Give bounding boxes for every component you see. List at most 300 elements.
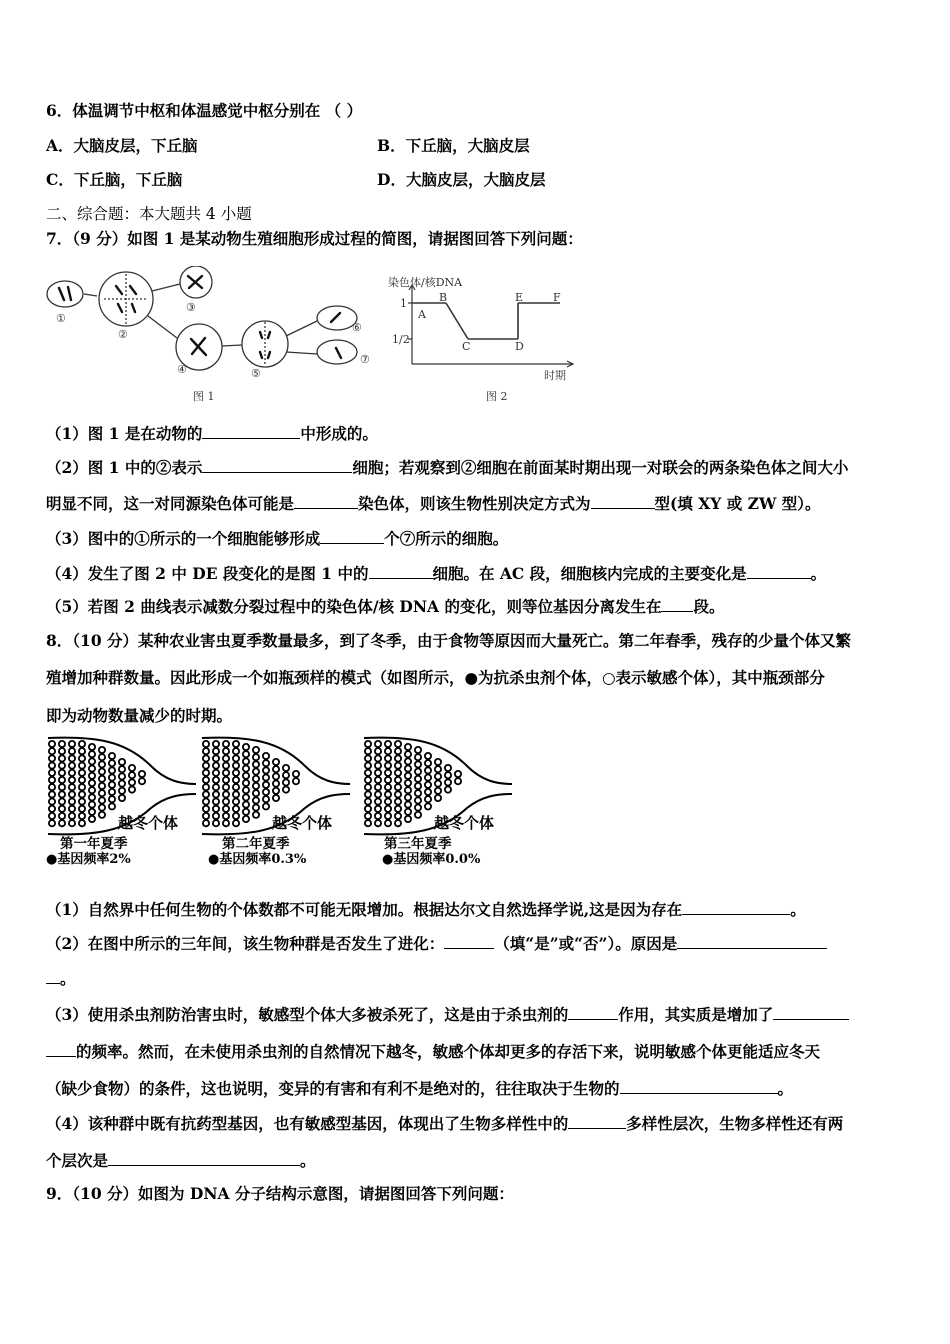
individual-dot [79,770,85,776]
individual-dot [203,806,209,812]
individual-dot [89,780,95,786]
individual-dot [415,761,421,767]
individual-dot [203,784,209,790]
individual-dot [435,781,441,787]
answer-blank[interactable] [568,1004,618,1020]
individual-dot [79,748,85,754]
individual-dot [49,741,55,747]
q8-sub3-line2: 的频率。然而，在未使用杀虫剂的自然情况下越冬，敏感个体却更多的存活下来，说明敏感个体更能适应冬天 [46,1041,820,1062]
q7-figure-1 [44,266,374,406]
individual-dot [395,755,401,761]
individual-dot [395,763,401,769]
individual-dot [59,791,65,797]
individual-dot [415,805,421,811]
freq-label: ●基因频率2% [46,852,131,867]
individual-dot [129,787,135,793]
individual-dot [435,759,441,765]
individual-dot [405,758,411,764]
individual-dot [203,791,209,797]
bottleneck-figure [362,736,512,836]
q7-stem: 7．（9 分）如图 1 是某动物生殖细胞形成过程的简图，请据图回答下列问题： [46,229,583,248]
individual-dot [425,760,431,766]
individual-dot [273,781,279,787]
individual-dot [213,770,219,776]
individual-dot [213,748,219,754]
individual-dot [375,748,381,754]
individual-dot [89,758,95,764]
individual-dot [385,813,391,819]
individual-dot [129,779,135,785]
individual-dot [365,806,371,812]
individual-dot [243,780,249,786]
fig2-point-e: E [515,291,524,304]
individual-dot [395,777,401,783]
individual-dot [79,777,85,783]
individual-dot [79,755,85,761]
individual-dot [263,782,269,788]
q6-option-c: C．下丘脑，下丘脑 [46,170,183,189]
individual-dot [395,820,401,826]
individual-dot [385,777,391,783]
individual-dot [119,781,125,787]
individual-dot [223,784,229,790]
individual-dot [365,784,371,790]
individual-dot [375,763,381,769]
answer-blank[interactable] [46,968,60,984]
individual-dot [243,794,249,800]
q7-sub5: （5）若图 2 曲线表示减数分裂过程中的染色体/核 DNA 的变化，则等位基因分离发生在 段。 [46,597,725,616]
individual-dot [283,787,289,793]
fig2-xlabel: 时期 [544,369,566,382]
individual-dot [139,771,145,777]
individual-dot [243,766,249,772]
individual-dot [49,748,55,754]
individual-dot [415,797,421,803]
individual-dot [375,741,381,747]
individual-dot [273,788,279,794]
individual-dot [79,741,85,747]
individual-dot [223,770,229,776]
individual-dot [365,791,371,797]
individual-dot [213,755,219,761]
individual-dot [49,784,55,790]
individual-dot [109,796,115,802]
answer-blank[interactable] [294,493,358,509]
winter-label: 越冬个体 [118,814,179,832]
individual-dot [385,770,391,776]
individual-dot [213,806,219,812]
q8-sub1: （1）自然界中任何生物的个体数都不可能无限增加。根据达尔文自然选择学说,这是因为存在 。 [46,900,806,919]
fig1-label-6: ⑥ [352,321,362,334]
individual-dot [415,754,421,760]
individual-dot [395,784,401,790]
individual-dot [253,812,259,818]
fig1-label-5: ⑤ [251,367,261,380]
individual-dot [273,766,279,772]
individual-dot [69,784,75,790]
individual-dot [223,806,229,812]
individual-dot [223,763,229,769]
individual-dot [365,763,371,769]
q8-stem-line1: 8．（10 分）某种农业害虫夏季数量最多，到了冬季，由于食物等原因而大量死亡。第二年春季，残存的少量个体又繁 [46,631,852,650]
individual-dot [223,820,229,826]
individual-dot [99,769,105,775]
individual-dot [405,780,411,786]
fig2-point-f: F [553,291,561,304]
individual-dot [79,784,85,790]
individual-dot [223,791,229,797]
individual-dot [283,772,289,778]
individual-dot [49,777,55,783]
individual-dot [375,806,381,812]
individual-dot [445,779,451,785]
individual-dot [109,782,115,788]
individual-dot [263,803,269,809]
fig2-point-c: C [462,340,471,353]
individual-dot [109,789,115,795]
individual-dot [69,813,75,819]
q8-sub3-line1: （3）使用杀虫剂防治害虫时，敏感型个体大多被杀死了，这是由于杀虫剂的 作用，其实质是增加了 [46,1004,849,1025]
fig1-label-3: ③ [186,301,196,314]
individual-dot [79,799,85,805]
bottleneck-panel-1 [46,736,196,868]
individual-dot [405,773,411,779]
individual-dot [425,796,431,802]
individual-dot [233,777,239,783]
individual-dot [89,744,95,750]
individual-dot [69,748,75,754]
individual-dot [293,778,299,784]
q6-option-b: B．下丘脑，大脑皮层 [377,136,530,155]
individual-dot [59,799,65,805]
individual-dot [455,778,461,784]
answer-blank[interactable] [320,528,384,544]
individual-dot [69,820,75,826]
individual-dot [223,748,229,754]
individual-dot [375,770,381,776]
individual-dot [213,799,219,805]
individual-dot [385,784,391,790]
individual-dot [49,813,55,819]
fig1-label-1: ① [56,312,66,325]
q8-sub4-line1: （4）该种群中既有抗药型基因，也有敏感型基因，体现出了生物多样性中的 多样性层次，生物多样性还有两 [46,1114,844,1133]
individual-dot [375,784,381,790]
q7-sub4: （4）发生了图 2 中 DE 段变化的是图 1 中的 细胞。在 AC 段，细胞核内完成的主要变化是 。 [46,564,827,583]
individual-dot [243,816,249,822]
individual-dot [425,775,431,781]
q6-option-d: D．大脑皮层，大脑皮层 [377,170,546,189]
individual-dot [405,751,411,757]
individual-dot [243,787,249,793]
individual-dot [243,744,249,750]
fig2-ytick-1: 1 [400,297,407,310]
fig2-ytick-half: 1/2 [392,333,410,346]
individual-dot [99,805,105,811]
individual-dot [253,769,259,775]
individual-dot [233,791,239,797]
individual-dot [365,770,371,776]
individual-dot [203,741,209,747]
bottleneck-figure [200,736,350,836]
individual-dot [233,799,239,805]
answer-blank[interactable] [202,457,352,473]
q7-figure-2 [382,274,582,406]
q8-sub2-line1: （2）在图中所示的三年间，该生物种群是否发生了进化： （填“是”或“否”）。原因是 [46,933,827,954]
individual-dot [435,766,441,772]
individual-dot [119,788,125,794]
individual-dot [99,783,105,789]
individual-dot [385,820,391,826]
individual-dot [385,763,391,769]
individual-dot [89,802,95,808]
individual-dot [395,813,401,819]
individual-dot [89,766,95,772]
individual-dot [69,799,75,805]
q6-stem: 6．体温调节中枢和体温感觉中枢分别在 （ ） [46,101,363,120]
individual-dot [425,782,431,788]
answer-blank[interactable] [591,493,655,509]
individual-dot [273,773,279,779]
q8-sub2-line2: 。 [46,968,76,989]
individual-dot [405,809,411,815]
freq-label: ●基因频率0.0% [382,852,481,867]
individual-dot [293,771,299,777]
winter-label: 越冬个体 [272,814,333,832]
individual-dot [129,772,135,778]
individual-dot [415,812,421,818]
individual-dot [59,820,65,826]
answer-blank[interactable] [747,563,811,579]
individual-dot [203,799,209,805]
individual-dot [203,763,209,769]
individual-dot [365,799,371,805]
individual-dot [283,779,289,785]
individual-dot [243,809,249,815]
individual-dot [79,806,85,812]
bottleneck-figure [46,736,196,836]
individual-dot [213,813,219,819]
individual-dot [213,777,219,783]
individual-dot [415,783,421,789]
individual-dot [233,784,239,790]
individual-dot [365,748,371,754]
individual-dot [69,755,75,761]
individual-dot [99,790,105,796]
q7-sub2-line1: （2）图 1 中的②表示 细胞；若观察到②细胞在前面某时期出现一对联会的两条染色体之间大小 [46,458,849,477]
individual-dot [263,789,269,795]
individual-dot [243,773,249,779]
individual-dot [89,809,95,815]
answer-blank[interactable] [568,1113,626,1129]
individual-dot [425,753,431,759]
individual-dot [59,755,65,761]
individual-dot [69,763,75,769]
individual-dot [109,767,115,773]
answer-blank[interactable] [369,563,433,579]
individual-dot [405,802,411,808]
individual-dot [59,806,65,812]
q7-sub1: （1）图 1 是在动物的 中形成的。 [46,424,378,443]
individual-dot [89,816,95,822]
individual-dot [445,772,451,778]
individual-dot [263,767,269,773]
individual-dot [425,803,431,809]
individual-dot [435,795,441,801]
individual-dot [263,796,269,802]
individual-dot [49,799,55,805]
fig1-caption: 图 1 [193,390,215,403]
individual-dot [223,777,229,783]
bottleneck-panel-2 [200,736,350,868]
ratio-chart [382,274,582,406]
individual-dot [233,820,239,826]
individual-dot [385,755,391,761]
individual-dot [223,813,229,819]
individual-dot [119,773,125,779]
answer-blank[interactable] [682,899,790,915]
individual-dot [213,791,219,797]
answer-blank[interactable] [677,933,827,949]
individual-dot [365,777,371,783]
individual-dot [415,790,421,796]
individual-dot [223,755,229,761]
individual-dot [79,763,85,769]
individual-dot [109,775,115,781]
individual-dot [253,754,259,760]
individual-dot [445,787,451,793]
answer-blank[interactable] [773,1004,849,1020]
fig2-ylabel: 染色体/核DNA [388,276,463,289]
individual-dot [425,767,431,773]
individual-dot [69,806,75,812]
individual-dot [395,748,401,754]
individual-dot [365,755,371,761]
individual-dot [395,799,401,805]
individual-dot [59,741,65,747]
individual-dot [253,783,259,789]
fig2-point-b: B [439,291,448,304]
individual-dot [233,748,239,754]
individual-dot [445,765,451,771]
individual-dot [283,765,289,771]
individual-dot [385,741,391,747]
fig2-caption: 图 2 [486,390,508,403]
individual-dot [79,820,85,826]
individual-dot [395,791,401,797]
individual-dot [455,771,461,777]
individual-dot [263,775,269,781]
individual-dot [59,813,65,819]
individual-dot [89,751,95,757]
individual-dot [59,770,65,776]
fig1-label-7: ⑦ [360,353,370,366]
individual-dot [365,813,371,819]
individual-dot [213,820,219,826]
q8-stem-line2: 殖增加种群数量。因此形成一个如瓶颈样的模式（如图所示，●为抗杀虫剂个体，○表示敏感个体），其中瓶颈部分 [46,668,825,687]
individual-dot [49,820,55,826]
individual-dot [253,761,259,767]
individual-dot [405,766,411,772]
season-label: 第二年夏季 [222,836,290,852]
individual-dot [99,797,105,803]
individual-dot [435,788,441,794]
individual-dot [395,806,401,812]
individual-dot [375,777,381,783]
meiosis-diagram [44,266,374,406]
individual-dot [395,741,401,747]
individual-dot [109,753,115,759]
individual-dot [79,791,85,797]
individual-dot [365,820,371,826]
answer-blank[interactable] [202,423,300,439]
individual-dot [385,791,391,797]
individual-dot [203,813,209,819]
individual-dot [79,813,85,819]
individual-dot [203,777,209,783]
q8-sub3-line3: （缺少食物）的条件，这也说明，变异的有害和有利不是绝对的，往往取决于生物的 。 [46,1079,794,1098]
individual-dot [203,770,209,776]
individual-dot [59,748,65,754]
individual-dot [273,759,279,765]
individual-dot [119,759,125,765]
freq-label: ●基因频率0.3% [208,852,307,867]
individual-dot [415,747,421,753]
individual-dot [405,794,411,800]
individual-dot [375,820,381,826]
individual-dot [213,784,219,790]
individual-dot [49,806,55,812]
individual-dot [49,755,55,761]
q8-stem-line3: 即为动物数量减少的时期。 [46,706,233,725]
individual-dot [99,812,105,818]
answer-blank[interactable] [661,596,693,612]
individual-dot [99,776,105,782]
individual-dot [425,789,431,795]
individual-dot [59,784,65,790]
answer-blank[interactable] [46,1041,76,1057]
individual-dot [213,741,219,747]
individual-dot [109,760,115,766]
individual-dot [59,777,65,783]
individual-dot [69,777,75,783]
individual-dot [223,799,229,805]
individual-dot [139,778,145,784]
individual-dot [243,802,249,808]
answer-blank[interactable] [108,1150,300,1166]
individual-dot [203,820,209,826]
season-label: 第一年夏季 [60,836,128,852]
fig1-label-2: ② [118,328,128,341]
individual-dot [395,770,401,776]
individual-dot [69,791,75,797]
answer-blank[interactable] [444,933,494,949]
individual-dot [89,773,95,779]
individual-dot [415,776,421,782]
individual-dot [365,741,371,747]
individual-dot [213,763,219,769]
individual-dot [119,766,125,772]
answer-blank[interactable] [620,1078,778,1094]
individual-dot [405,816,411,822]
individual-dot [375,791,381,797]
individual-dot [253,790,259,796]
individual-dot [385,748,391,754]
individual-dot [69,770,75,776]
q7-sub3: （3）图中的①所示的一个细胞能够形成 个⑦所示的细胞。 [46,529,509,548]
individual-dot [385,799,391,805]
individual-dot [119,795,125,801]
individual-dot [203,748,209,754]
